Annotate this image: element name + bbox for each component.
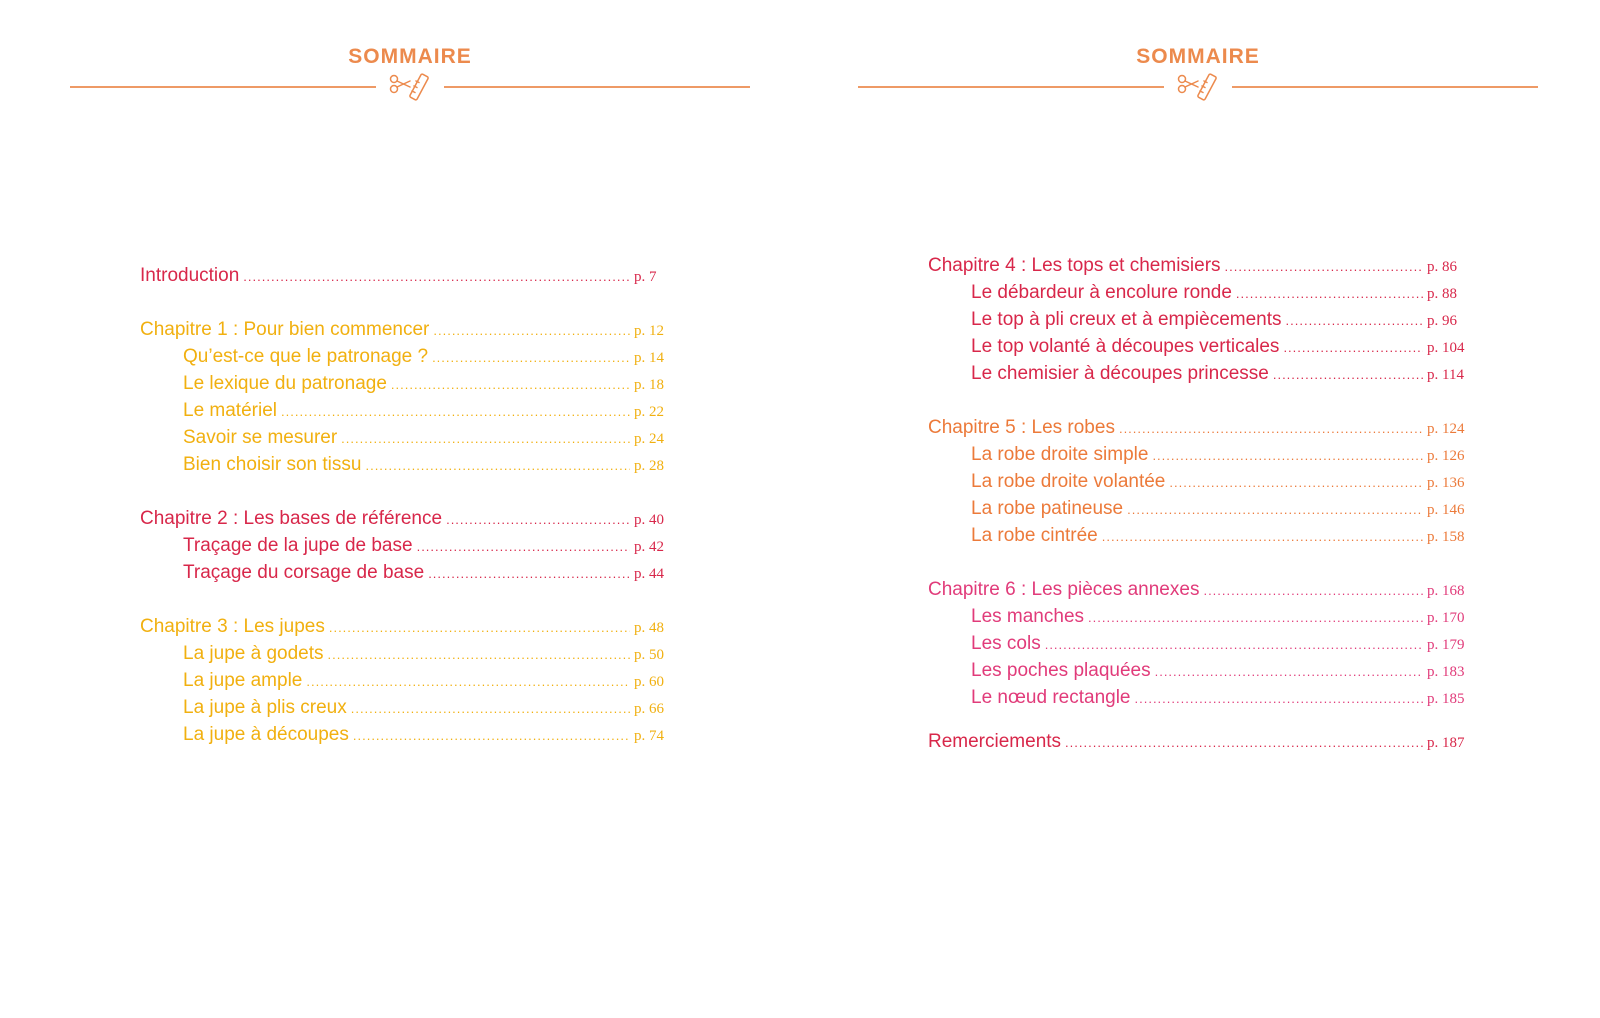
toc-page-number: p. 74 (634, 728, 664, 744)
toc-page-number: p. 104 (1427, 340, 1465, 356)
toc-entry-label: La jupe à découpes (183, 724, 349, 745)
toc-entry[interactable] (928, 660, 1463, 687)
toc-entry[interactable] (928, 498, 1463, 525)
leader-dots (428, 566, 630, 581)
leader-dots (1286, 313, 1423, 328)
leader-dots (306, 674, 630, 689)
toc-entry-label: Le débardeur à encolure ronde (971, 282, 1232, 303)
toc-entry-label: La robe droite volantée (971, 471, 1166, 492)
leader-dots (353, 728, 630, 743)
leader-dots (243, 269, 630, 284)
toc-page-number: p. 88 (1427, 286, 1457, 302)
toc-entry-label: La robe cintrée (971, 525, 1098, 546)
leader-dots (328, 647, 630, 662)
toc-page-number: p. 18 (634, 377, 664, 393)
toc-entry-label: Bien choisir son tissu (183, 454, 362, 475)
leader-dots (1236, 286, 1423, 301)
toc-entry-label: La robe droite simple (971, 444, 1149, 465)
leader-dots (1203, 583, 1423, 598)
toc-page-number: p. 60 (634, 674, 664, 690)
toc-page-number: p. 179 (1427, 637, 1465, 653)
toc-entry-label: Le nœud rectangle (971, 687, 1131, 708)
toc-entry[interactable] (140, 427, 670, 454)
toc-entry-label: Le top à pli creux et à empiècements (971, 309, 1282, 330)
toc-entry-label: Qu’est-ce que le patronage ? (183, 346, 429, 367)
toc-entry-label: La jupe ample (183, 670, 303, 691)
leader-dots (1169, 475, 1423, 490)
scissors-ruler-ornament-icon (1174, 70, 1222, 104)
toc-entry-label: La jupe à godets (183, 643, 324, 664)
toc-entry[interactable] (140, 535, 670, 562)
leader-dots (391, 377, 630, 392)
toc-entry-label: La jupe à plis creux (183, 697, 347, 718)
toc-page-number: p. 22 (634, 404, 664, 420)
toc-page-number: p. 40 (634, 512, 664, 528)
toc-entry[interactable] (140, 562, 670, 589)
toc-chapter-5[interactable] (928, 417, 1463, 444)
leader-dots (1065, 735, 1423, 750)
toc-page-number: p. 66 (634, 701, 664, 717)
toc-entry-label: Les poches plaquées (971, 660, 1151, 681)
toc-page-number: p. 50 (634, 647, 664, 663)
leader-dots (1102, 529, 1423, 544)
table-of-contents (928, 255, 1463, 758)
toc-entry[interactable] (140, 643, 670, 670)
page-title: SOMMAIRE (1136, 45, 1260, 68)
leader-dots (1273, 367, 1423, 382)
table-of-contents (140, 265, 670, 751)
scissors-ruler-ornament-icon (386, 70, 434, 104)
toc-entry-label: Les cols (971, 633, 1041, 654)
toc-entry[interactable] (140, 346, 670, 373)
toc-page-number: p. 168 (1427, 583, 1465, 599)
toc-entry[interactable] (140, 670, 670, 697)
toc-entry-introduction[interactable] (140, 265, 670, 292)
toc-entry[interactable] (140, 454, 670, 481)
toc-chapter-1[interactable] (140, 319, 670, 346)
toc-chapter-3[interactable] (140, 616, 670, 643)
toc-entry[interactable] (928, 282, 1463, 309)
title-rule-left (70, 86, 376, 88)
toc-entry-label: Le top volanté à découpes verticales (971, 336, 1280, 357)
toc-entry-label: Chapitre 3 : Les jupes (140, 616, 325, 637)
leader-dots (1155, 664, 1423, 679)
leader-dots (365, 458, 630, 473)
toc-page-number: p. 126 (1427, 448, 1465, 464)
right-page (858, 0, 1538, 1018)
toc-entry[interactable] (928, 336, 1463, 363)
toc-entry-label: Chapitre 4 : Les tops et chemisiers (928, 255, 1221, 276)
toc-entry[interactable] (928, 525, 1463, 552)
left-page (70, 0, 750, 1018)
toc-entry-label: Traçage de la jupe de base (183, 535, 413, 556)
toc-page-number: p. 7 (634, 269, 657, 285)
toc-page-number: p. 42 (634, 539, 664, 555)
toc-entry[interactable] (140, 400, 670, 427)
title-rule-right (1232, 86, 1538, 88)
toc-chapter-2[interactable] (140, 508, 670, 535)
toc-entry[interactable] (928, 633, 1463, 660)
leader-dots (1127, 502, 1423, 517)
leader-dots (1283, 340, 1423, 355)
leader-dots (433, 323, 630, 338)
toc-page-number: p. 187 (1427, 735, 1465, 751)
toc-page-number: p. 48 (634, 620, 664, 636)
toc-entry-label: Le lexique du patronage (183, 373, 387, 394)
toc-page-number: p. 124 (1427, 421, 1465, 437)
toc-entry-label: La robe patineuse (971, 498, 1124, 519)
toc-page-number: p. 136 (1427, 475, 1465, 491)
leader-dots (351, 701, 630, 716)
leader-dots (329, 620, 630, 635)
leader-dots (1088, 610, 1423, 625)
leader-dots (281, 404, 630, 419)
toc-entry-label: Les manches (971, 606, 1085, 627)
toc-chapter-6[interactable] (928, 579, 1463, 606)
toc-entry-label: Chapitre 2 : Les bases de référence (140, 508, 443, 529)
toc-entry[interactable] (140, 724, 670, 751)
toc-entry-label: Introduction (140, 265, 240, 286)
toc-page-number: p. 12 (634, 323, 664, 339)
toc-entry[interactable] (928, 606, 1463, 633)
leader-dots (417, 539, 630, 554)
toc-page-number: p. 28 (634, 458, 664, 474)
toc-page-number: p. 14 (634, 350, 664, 366)
toc-entry-label: Traçage du corsage de base (183, 562, 425, 583)
toc-entry-label: Chapitre 5 : Les robes (928, 417, 1115, 438)
toc-entry-label: Savoir se mesurer (183, 427, 338, 448)
toc-page-number: p. 44 (634, 566, 664, 582)
toc-entry-label: Le matériel (183, 400, 277, 421)
toc-page-number: p. 86 (1427, 259, 1457, 275)
leader-dots (446, 512, 630, 527)
toc-page-number: p. 146 (1427, 502, 1465, 518)
toc-entry[interactable] (928, 309, 1463, 336)
leader-dots (341, 431, 630, 446)
leader-dots (1119, 421, 1423, 436)
toc-entry[interactable] (928, 687, 1463, 714)
title-rule-right (444, 86, 750, 88)
toc-page-number: p. 185 (1427, 691, 1465, 707)
leader-dots (1152, 448, 1423, 463)
leader-dots (432, 350, 630, 365)
toc-entry-label: Le chemisier à découpes princesse (971, 363, 1269, 384)
toc-page-number: p. 158 (1427, 529, 1465, 545)
toc-entry-label: Chapitre 6 : Les pièces annexes (928, 579, 1200, 600)
toc-entry[interactable] (140, 373, 670, 400)
leader-dots (1225, 259, 1423, 274)
toc-entry-remerciements[interactable] (928, 731, 1463, 758)
leader-dots (1135, 691, 1424, 706)
toc-entry[interactable] (928, 444, 1463, 471)
toc-entry[interactable] (928, 363, 1463, 390)
page-title: SOMMAIRE (348, 45, 472, 68)
toc-entry[interactable] (140, 697, 670, 724)
toc-entry-label: Chapitre 1 : Pour bien commencer (140, 319, 430, 340)
toc-entry-label: Remerciements (928, 731, 1062, 752)
toc-page-number: p. 170 (1427, 610, 1465, 626)
title-rule-left (858, 86, 1164, 88)
toc-page-number: p. 183 (1427, 664, 1465, 680)
toc-chapter-4[interactable] (928, 255, 1463, 282)
toc-page-number: p. 114 (1427, 367, 1464, 383)
toc-page-number: p. 24 (634, 431, 664, 447)
leader-dots (1045, 637, 1423, 652)
toc-page-number: p. 96 (1427, 313, 1457, 329)
toc-entry[interactable] (928, 471, 1463, 498)
